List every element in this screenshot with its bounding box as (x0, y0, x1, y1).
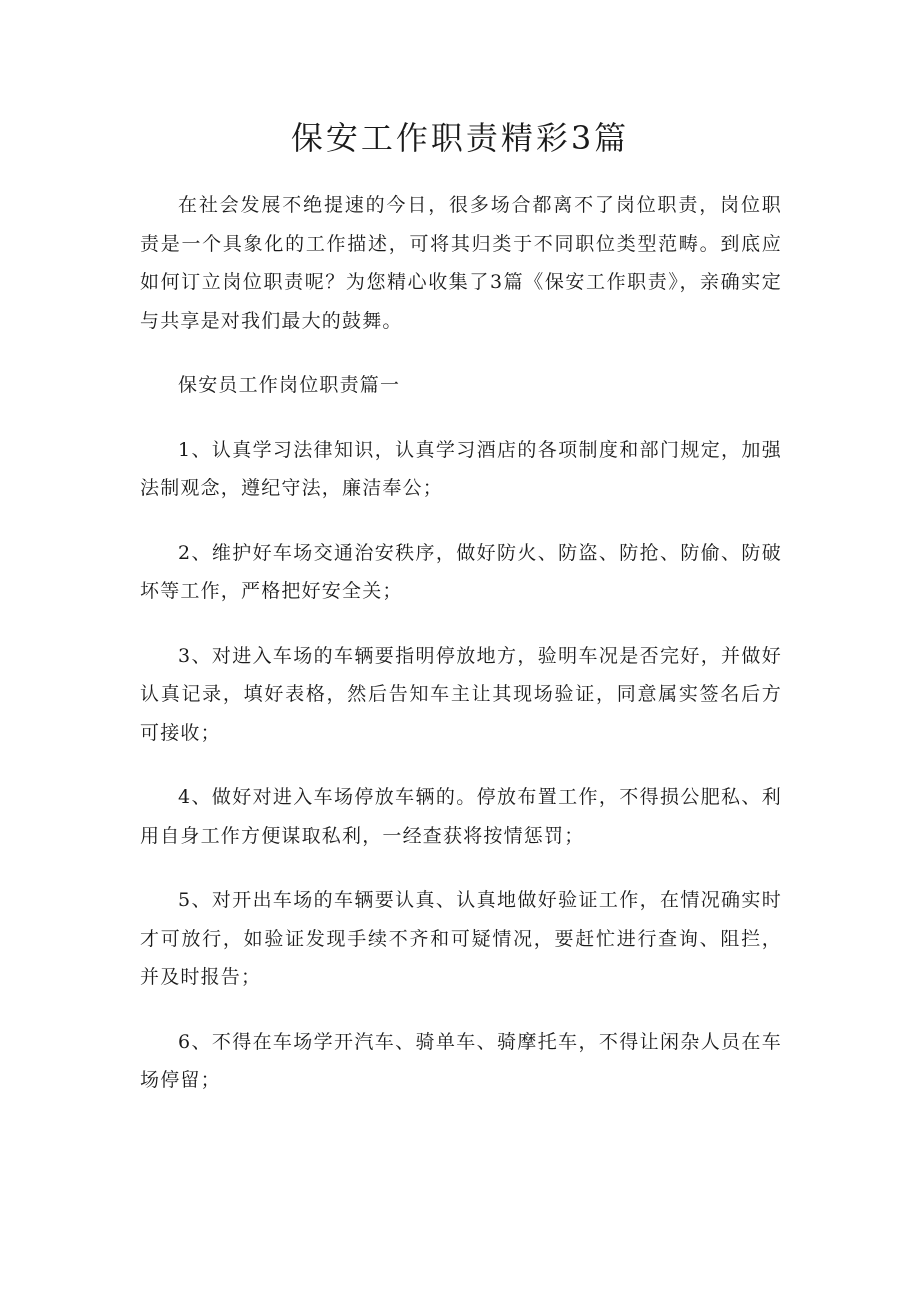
document-body (140, 186, 782, 1126)
duty-item-5: 5、对开出车场的车辆要认真、认真地做好验证工作，在情况确实时才可放行，如验证发现手续不齐和可疑情况，要赶忙进行查询、阻拦，并及时报告； (140, 889, 782, 988)
duty-item-3: 3、对进入车场的车辆要指明停放地方，验明车况是否完好，并做好认真记录，填好表格，然后告知车主让其现场验证，同意属实签名后方可接收； (140, 644, 782, 744)
intro-paragraph: 在社会发展不绝提速的今日，很多场合都离不了岗位职责，岗位职责是一个具象化的工作描述，可将其归类于不同职位类型范畴。到底应如何订立岗位职责呢？为您精心收集了3篇《保安工作职责》，亲确实定与共享是对我们最大的鼓舞。 (140, 194, 782, 332)
section-heading: 保安员工作岗位职责篇一 (178, 374, 401, 396)
duty-item-6: 6、不得在车场学开汽车、骑单车、骑摩托车，不得让闲杂人员在车场停留； (140, 1030, 782, 1091)
duty-item-4: 4、做好对进入车场停放车辆的。停放布置工作，不得损公肥私、利用自身工作方便谋取私利，一经查获将按情惩罚； (140, 786, 782, 847)
document-title: 保安工作职责精彩3篇 (290, 119, 630, 157)
duty-item-2: 2、维护好车场交通治安秩序，做好防火、防盗、防抢、防偷、防破坏等工作，严格把好安全关； (140, 541, 782, 602)
duty-item-1: 1、认真学习法律知识，认真学习酒店的各项制度和部门规定，加强法制观念，遵纪守法，廉洁奉公； (140, 438, 782, 499)
